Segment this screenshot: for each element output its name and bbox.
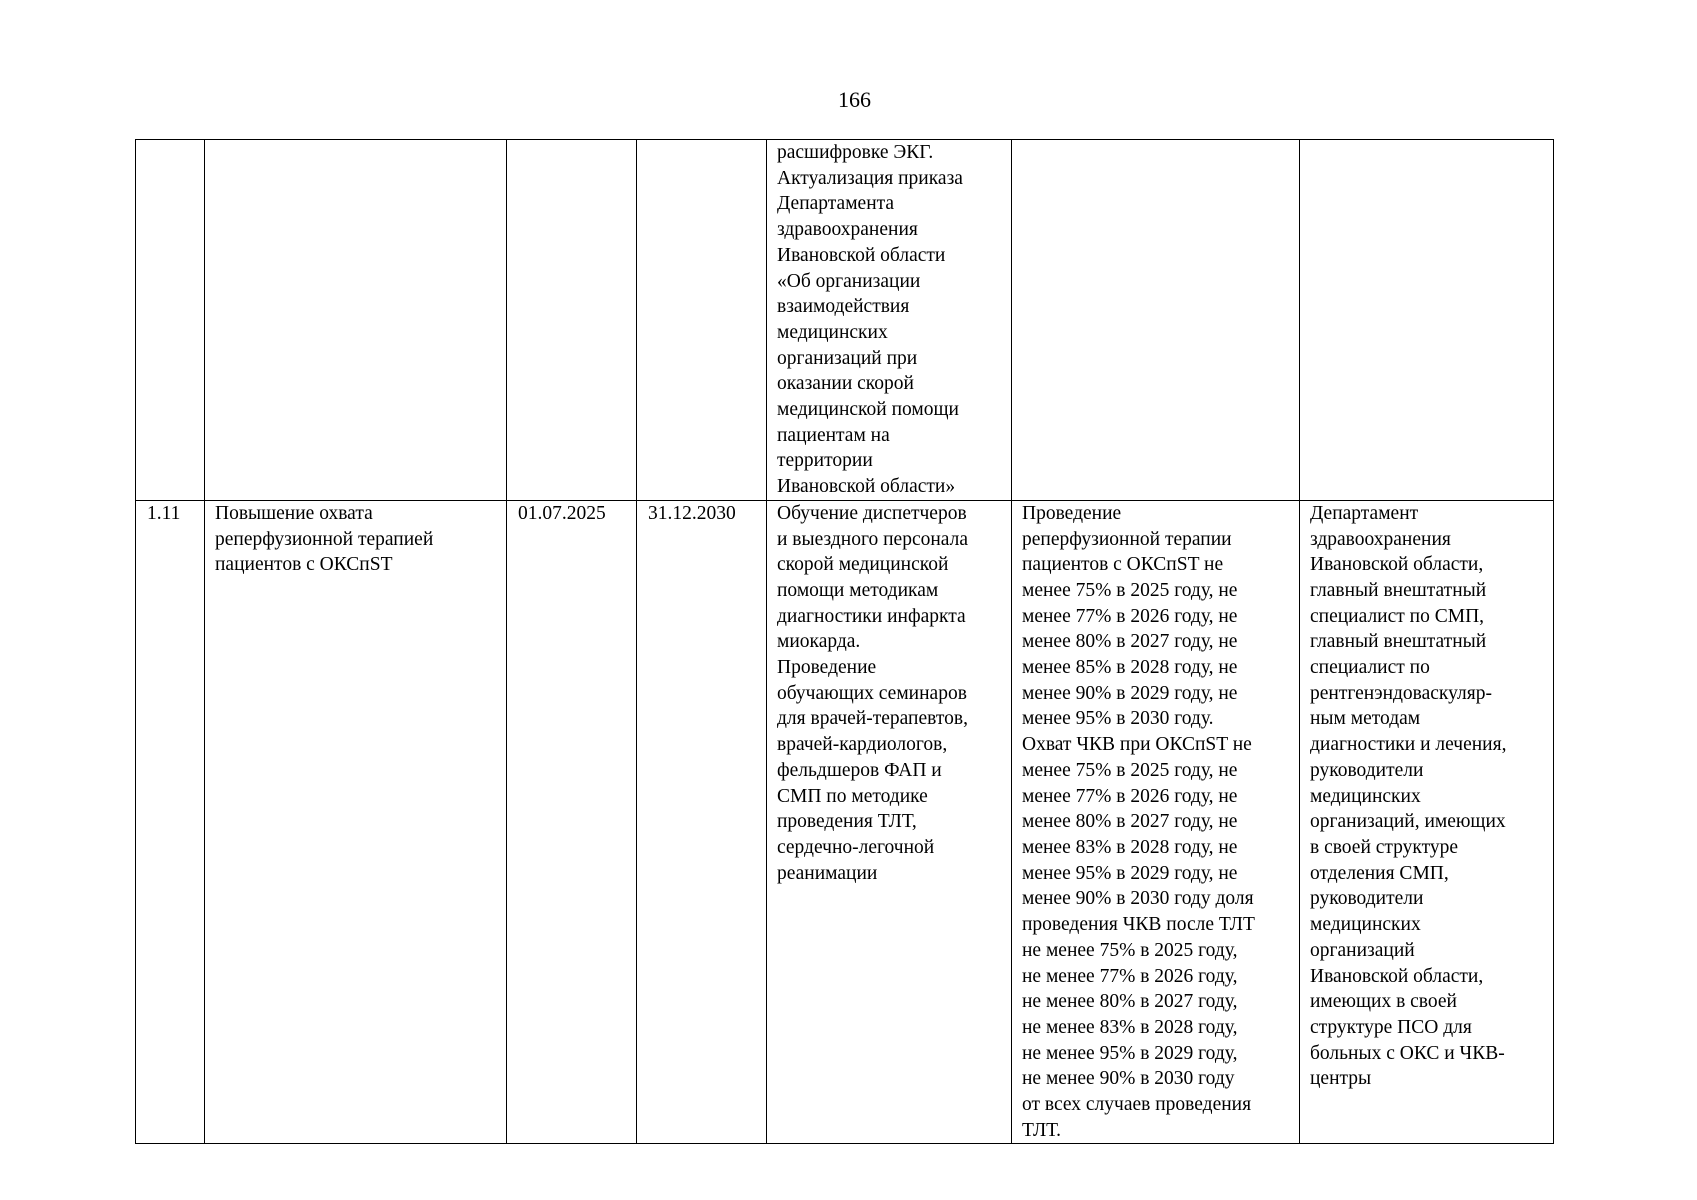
cell-text-line: Ивановской области, [1310, 554, 1484, 576]
cell-text-line: врачей-кардиологов, [777, 734, 948, 756]
cell-text-line: Проведение [1022, 502, 1122, 524]
cell-text-line: менее 80% в 2027 году, не [1022, 811, 1238, 833]
table-row-continuation [136, 140, 1554, 501]
cell-number: 1.11 [136, 500, 205, 1144]
cell-text-line: больных с ОКС и ЧКВ- [1310, 1042, 1505, 1064]
cell-text-line: «Об организации [777, 270, 921, 292]
cell-event [205, 140, 507, 501]
cell-text-line: специалист по [1310, 657, 1430, 679]
cell-end-date [637, 140, 767, 501]
table-row-1-11 [136, 500, 1554, 1144]
cell-text-line: руководители [1310, 888, 1424, 910]
cell-text-line: Ивановской области» [777, 476, 956, 498]
cell-text-line: диагностики и лечения, [1310, 734, 1507, 756]
cell-text-line: менее 77% в 2026 году, не [1022, 605, 1238, 627]
cell-text-line: менее 85% в 2028 году, не [1022, 657, 1238, 679]
cell-text-line: не менее 95% в 2029 году, [1022, 1042, 1238, 1064]
cell-text-line: реперфузионной терапией [215, 528, 434, 550]
cell-text-line: не менее 75% в 2025 году, [1022, 939, 1238, 961]
cell-result [1012, 500, 1300, 1144]
cell-text-line: пациентам на [777, 424, 890, 446]
cell-text-line: Повышение охвата [215, 502, 373, 524]
cell-text-line: диагностики инфаркта [777, 605, 966, 627]
cell-text-line: менее 75% в 2025 году, не [1022, 759, 1238, 781]
cell-responsible [1300, 500, 1554, 1144]
cell-start-date: 01.07.2025 [507, 500, 637, 1144]
cell-event [205, 500, 507, 1144]
cell-measures [767, 140, 1012, 501]
cell-text-line: помощи методикам [777, 579, 939, 601]
cell-text-line: ным методам [1310, 708, 1421, 730]
cell-text-line: здравоохранения [1310, 528, 1451, 550]
cell-text-line: для врачей-терапевтов, [777, 708, 968, 730]
cell-text-line: менее 83% в 2028 году, не [1022, 836, 1238, 858]
cell-text-line: Департамент [1310, 502, 1419, 524]
cell-text-line: скорой медицинской [777, 554, 949, 576]
cell-text-line: главный внештатный [1310, 579, 1487, 601]
cell-text-line: от всех случаев проведения [1022, 1094, 1252, 1116]
cell-text-line: не менее 77% в 2026 году, [1022, 965, 1238, 987]
cell-text-line: проведения ЧКВ после ТЛТ [1022, 914, 1255, 936]
cell-text-line: организаций, имеющих [1310, 811, 1506, 833]
cell-text-line: не менее 83% в 2028 году, [1022, 1016, 1238, 1038]
cell-text-line: медицинской помощи [777, 399, 959, 421]
cell-text-line: миокарда. [777, 631, 861, 653]
cell-text-line: реперфузионной терапии [1022, 528, 1232, 550]
cell-text-line: менее 80% в 2027 году, не [1022, 631, 1238, 653]
cell-text-line: Проведение [777, 657, 877, 679]
cell-number [136, 140, 205, 501]
cell-text-line: отделения СМП, [1310, 862, 1449, 884]
cell-text-line: медицинских [777, 321, 888, 343]
cell-text-line: руководители [1310, 759, 1424, 781]
plan-table [135, 139, 1554, 1144]
cell-text-line: имеющих в своей [1310, 991, 1457, 1013]
cell-text-line: Актуализация приказа [777, 167, 963, 189]
cell-text-line: главный внештатный [1310, 631, 1487, 653]
cell-measures [767, 500, 1012, 1144]
cell-text-line: менее 95% в 2030 году. [1022, 708, 1214, 730]
page-number: 166 [838, 87, 871, 112]
cell-text-line: Ивановской области [777, 244, 946, 266]
cell-text-line: расшифровке ЭКГ. [777, 142, 934, 163]
cell-text-line: организаций при [777, 347, 918, 369]
cell-text-line: территории [777, 450, 873, 472]
cell-text-line: ТЛТ. [1022, 1119, 1061, 1141]
cell-text-line: организаций [1310, 939, 1415, 961]
cell-text-line: специалист по СМП, [1310, 605, 1485, 627]
cell-text-line: СМП по методике [777, 785, 928, 807]
cell-text-line: медицинских [1310, 914, 1421, 936]
cell-text-line: обучающих семинаров [777, 682, 967, 704]
cell-text-line: пациентов с ОКСпST [215, 554, 393, 576]
cell-text-line: Ивановской области, [1310, 965, 1484, 987]
cell-text-line: фельдшеров ФАП и [777, 759, 942, 781]
cell-text-line: менее 90% в 2030 году доля [1022, 888, 1254, 910]
cell-text-line: Обучение диспетчеров [777, 502, 967, 524]
cell-text-line: рентгенэндоваскуляр- [1310, 682, 1492, 704]
cell-text-line: в своей структуре [1310, 836, 1459, 858]
cell-text-line: менее 90% в 2029 году, не [1022, 682, 1238, 704]
cell-end-date: 31.12.2030 [637, 500, 767, 1144]
cell-text-line: Департамента [777, 193, 895, 215]
cell-result [1012, 140, 1300, 501]
cell-text-line: и выездного персонала [777, 528, 969, 550]
cell-responsible [1300, 140, 1554, 501]
cell-start-date [507, 140, 637, 501]
cell-text-line: проведения ТЛТ, [777, 811, 917, 833]
cell-text-line: реанимации [777, 862, 878, 884]
cell-text-line: пациентов с ОКСпST не [1022, 554, 1224, 576]
cell-text-line: не менее 80% в 2027 году, [1022, 991, 1238, 1013]
cell-text-line: не менее 90% в 2030 году [1022, 1068, 1235, 1090]
cell-text-line: оказании скорой [777, 373, 914, 395]
cell-text-line: менее 95% в 2029 году, не [1022, 862, 1238, 884]
cell-text-line: Охват ЧКВ при ОКСпST не [1022, 734, 1252, 756]
cell-text-line: здравоохранения [777, 219, 918, 241]
cell-text-line: структуре ПСО для [1310, 1016, 1472, 1038]
cell-text-line: менее 77% в 2026 году, не [1022, 785, 1238, 807]
cell-text-line: сердечно-легочной [777, 836, 935, 858]
cell-text-line: взаимодействия [777, 296, 910, 318]
cell-text-line: медицинских [1310, 785, 1421, 807]
cell-text-line: центры [1310, 1068, 1372, 1090]
cell-text-line: менее 75% в 2025 году, не [1022, 579, 1238, 601]
